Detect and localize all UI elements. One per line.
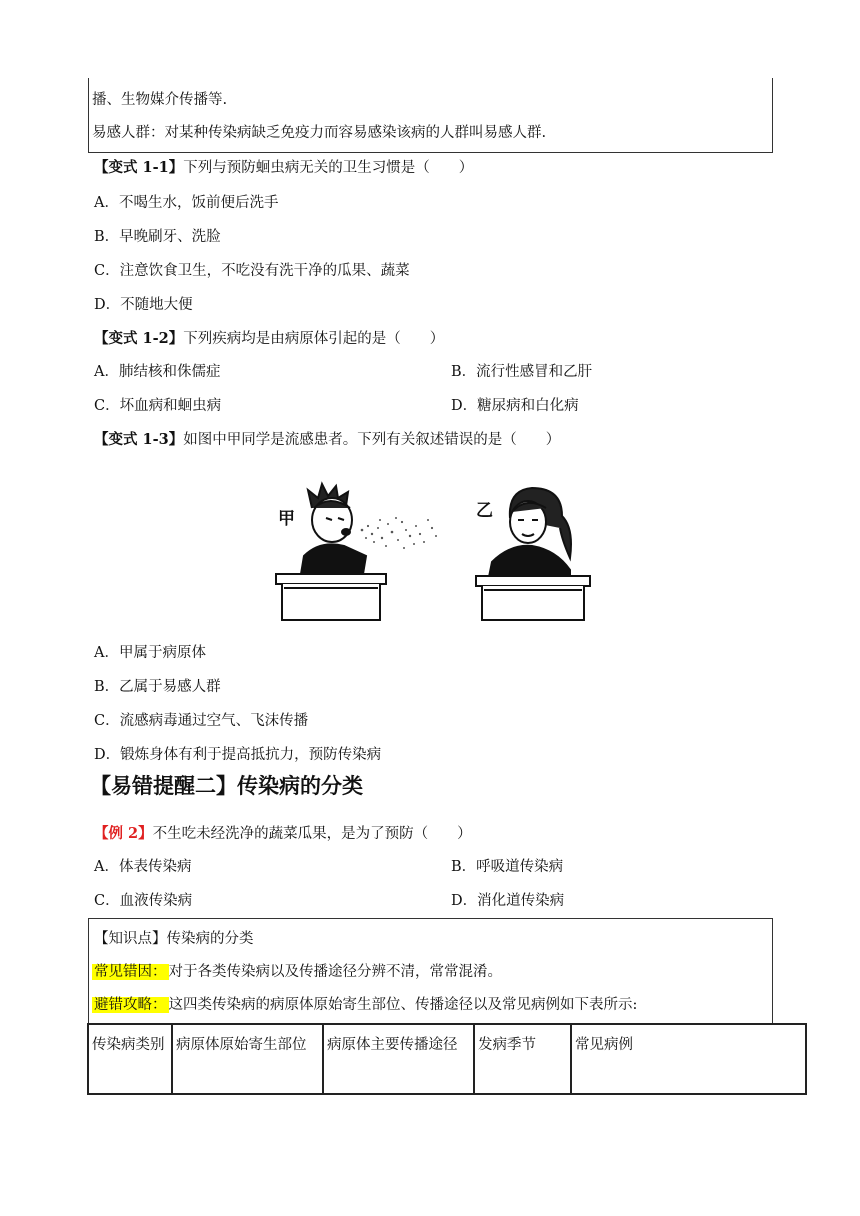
section-heading: 【易错提醒二】传染病的分类 [90,774,363,798]
table-header-row [88,1024,806,1094]
option-c: C．流感病毒通过空气、飞沫传播 [94,713,309,729]
common-error-label: 常见错因： [94,964,167,980]
avoid-error-tip [92,995,637,1015]
question-1-3 [94,430,560,450]
question-1-2 [94,329,444,349]
question-tag: 【变式 1-3】 [94,431,184,448]
common-error [92,962,502,982]
option-b: B．呼吸道传染病 [451,859,564,875]
option-d: D．锻炼身体有利于提高抵抗力，预防传染病 [94,747,382,763]
knowledge-title: 【知识点】传染病的分类 [94,931,254,947]
table-header-cell: 病原体主要传播途径 [323,1024,474,1094]
option-a: A．肺结核和侏儒症 [94,364,221,380]
figure-illustration [270,478,600,623]
box-top-line1: 播、生物媒介传播等. [92,92,228,108]
avoid-error-label: 避错攻略： [94,997,167,1013]
figure-sneezing-students [270,478,600,623]
avoid-error-text: 这四类传染病的病原体原始寄生部位、传播途径以及常见病例如下表所示: [168,997,638,1013]
example-stem: 不生吃未经洗净的蔬菜瓜果，是为了预防（ ） [152,826,472,842]
figure-label-yi: 乙 [476,501,493,521]
option-d: D．糖尿病和白化病 [451,398,579,414]
question-1-1 [94,158,473,178]
option-d: D．不随地大便 [94,297,193,313]
option-c: C．血液传染病 [94,893,193,909]
figure-label-jia: 甲 [278,509,295,529]
table-header-cell: 病原体原始寄生部位 [172,1024,323,1094]
option-a: A．不喝生水，饭前便后洗手 [94,195,279,211]
example-tag: 【例 2】 [94,825,153,842]
table-header-cell: 常见病例 [571,1024,806,1094]
option-b: B．早晚刷牙、洗脸 [94,229,221,245]
box-top-line2: 易感人群：对某种传染病缺乏免疫力而容易感染该病的人群叫易感人群. [92,125,547,141]
question-stem: 如图中甲同学是流感患者。下列有关叙述错误的是（ ） [183,432,561,448]
common-error-text: 对于各类传染病以及传播途径分辨不清，常常混淆。 [168,964,502,980]
option-a: A．甲属于病原体 [94,645,206,661]
option-d: D．消化道传染病 [451,893,565,909]
question-tag: 【变式 1-1】 [94,159,184,176]
example-2 [94,824,472,844]
question-stem: 下列与预防蛔虫病无关的卫生习惯是（ ） [183,160,474,176]
table-header-cell: 传染病类别 [88,1024,172,1094]
option-c: C．坏血病和蛔虫病 [94,398,222,414]
option-b: B．流行性感冒和乙肝 [451,364,593,380]
option-a: A．体表传染病 [94,859,192,875]
option-c: C．注意饮食卫生，不吃没有洗干净的瓜果、蔬菜 [94,263,410,279]
classification-table [87,1023,807,1095]
question-stem: 下列疾病均是由病原体引起的是（ ） [183,331,445,347]
table-header-cell: 发病季节 [474,1024,571,1094]
option-b: B．乙属于易感人群 [94,679,221,695]
question-tag: 【变式 1-2】 [94,330,184,347]
